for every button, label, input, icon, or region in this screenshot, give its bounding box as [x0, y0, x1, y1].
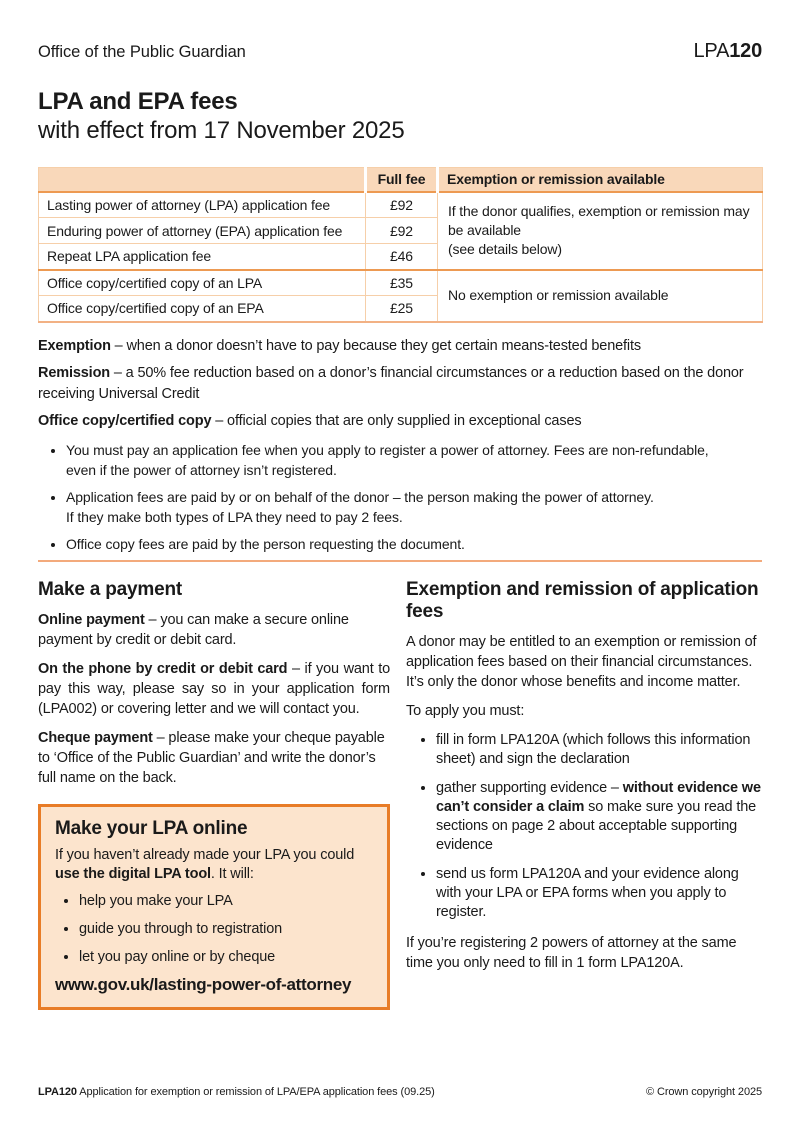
form-code-number: 120	[729, 40, 762, 62]
list-item	[436, 779, 762, 855]
note-line: • You must pay an application fee when you apply to register a power of attorney. Fees are non-refundable,	[66, 441, 709, 458]
definition-office-copy	[38, 411, 762, 432]
page-title-line2: with effect from 17 November 2025	[38, 117, 405, 144]
list-item: • guide you through to registration	[79, 920, 373, 939]
col-header-exemption: Exemption or remission available	[438, 168, 763, 192]
fee-amount: £92	[366, 218, 438, 244]
exemption-cell-group1	[438, 192, 763, 270]
definition-exemption	[38, 336, 762, 357]
online-box-heading: Make your LPA online	[55, 817, 248, 839]
two-column-section	[38, 579, 762, 1010]
exemption-intro: A donor may be entitled to an exemption or remission of application fees based on their financial circumstances. It’s only the donor whose benefits and income matter.	[406, 633, 757, 690]
definition-text: – when a donor doesn’t have to pay because they get certain means-tested benefits	[110, 337, 641, 354]
fee-item: Repeat LPA application fee	[39, 244, 366, 270]
fee-amount: £92	[366, 192, 438, 218]
list-item: • let you pay online or by cheque	[79, 948, 373, 967]
paragraph-text: – please make your cheque payable to ‘Office of the Public Guardian’ and write the donor’s full name on the back.	[38, 729, 385, 786]
apply-lead: To apply you must:	[406, 702, 525, 719]
fee-item: Enduring power of attorney (EPA) application fee	[39, 218, 366, 244]
definition-text: – a 50% fee reduction based on a donor’s financial circumstances or a reduction based on the donor receiving Universal Credit	[38, 364, 744, 402]
intro-bold-text: use the digital LPA tool	[55, 865, 211, 882]
definitions	[38, 336, 762, 432]
step-text: fill in form LPA120A (which follows this information sheet) and sign the declaration	[436, 731, 751, 767]
make-lpa-online-box	[38, 804, 390, 1010]
note-line: • Office copy fees are paid by the person requesting the document.	[66, 535, 465, 552]
col-header-full-fee: Full fee	[366, 168, 438, 192]
intro-text: . It will:	[210, 865, 254, 882]
footer-description: Application for exemption or remission of LPA/EPA application fees (09.25)	[76, 1086, 435, 1098]
definition-text: – official copies that are only supplied in exceptional cases	[211, 412, 582, 429]
step-bold-text: without evidence we can’t consider a claim	[436, 779, 761, 815]
payment-paragraph-cheque	[38, 728, 390, 788]
online-box-list	[55, 892, 373, 967]
form-code-prefix: LPA	[693, 40, 730, 62]
page-footer	[38, 1086, 762, 1098]
payment-paragraph-online	[38, 610, 390, 650]
page-header	[38, 0, 762, 63]
fee-item: Office copy/certified copy of an EPA	[39, 296, 366, 322]
table-row	[39, 270, 763, 296]
list-item	[436, 865, 762, 922]
note-line: If they make both types of LPA they need to pay 2 fees.	[66, 508, 403, 525]
paragraph-lead: Cheque payment	[38, 729, 153, 746]
step-text: so make sure you read the sections on page 2 about acceptable supporting evidence	[436, 798, 757, 853]
list-item	[436, 731, 762, 769]
fee-amount: £46	[366, 244, 438, 270]
exemption-group1-line1: If the donor qualifies, exemption or remission may be available	[448, 203, 750, 238]
exemption-cell-group2: No exemption or remission available	[438, 270, 763, 322]
definition-term: Remission	[38, 364, 110, 381]
page-title	[38, 87, 762, 145]
form-code	[694, 40, 763, 63]
note-line: even if the power of attorney isn’t registered.	[66, 461, 337, 478]
exemption-heading: Exemption and remission of application fees	[406, 578, 759, 622]
payment-heading: Make a payment	[38, 578, 182, 600]
fee-notes-list	[38, 440, 762, 554]
definition-term: Office copy/certified copy	[38, 412, 212, 429]
list-item: • help you make your LPA	[79, 892, 373, 911]
step-text: gather supporting evidence –	[436, 779, 623, 796]
list-item	[66, 487, 762, 527]
fee-item: Lasting power of attorney (LPA) application fee	[39, 192, 366, 218]
col-header-item	[39, 168, 366, 192]
definition-remission	[38, 363, 762, 405]
payment-column	[38, 579, 390, 1010]
paragraph-text: – if you want to pay this way, please say so in your application form (LPA002) or covering letter and we will contact you.	[38, 660, 390, 717]
step-text: send us form LPA120A and your evidence along with your LPA or EPA forms when you apply to register.	[436, 865, 739, 920]
page-title-line1: LPA and EPA fees	[38, 88, 238, 115]
exemption-outro: If you’re registering 2 powers of attorney at the same time you only need to fill in 1 form LPA120A.	[406, 934, 737, 971]
exemption-column	[406, 579, 762, 1010]
fees-table-header	[39, 168, 763, 192]
fee-amount: £25	[366, 296, 438, 322]
footer-form-code: LPA120	[38, 1086, 77, 1098]
fee-item: Office copy/certified copy of an LPA	[39, 270, 366, 296]
org-name: Office of the Public Guardian	[38, 43, 246, 61]
paragraph-lead: On the phone by credit or debit card	[38, 660, 288, 677]
fees-table	[38, 167, 763, 323]
apply-steps-list	[406, 731, 762, 922]
lpa-online-url-link[interactable]: www.gov.uk/lasting-power-of-attorney	[55, 974, 352, 994]
list-item	[66, 534, 762, 554]
footer-left	[38, 1086, 435, 1098]
footer-copyright: © Crown copyright 2025	[646, 1086, 762, 1098]
online-box-intro	[55, 846, 373, 884]
intro-text: If you haven’t already made your LPA you could	[55, 846, 355, 863]
note-line: • Application fees are paid by or on behalf of the donor – the person making the power of attorney.	[66, 488, 654, 505]
list-item	[66, 440, 762, 480]
table-row	[39, 192, 763, 218]
paragraph-lead: Online payment	[38, 611, 145, 628]
exemption-group1-line2: (see details below)	[448, 241, 562, 257]
payment-paragraph-phone	[38, 659, 390, 719]
section-divider	[38, 560, 762, 562]
paragraph-text: – you can make a secure online payment by credit or debit card.	[38, 611, 349, 648]
definition-term: Exemption	[38, 337, 111, 354]
fee-amount: £35	[366, 270, 438, 296]
